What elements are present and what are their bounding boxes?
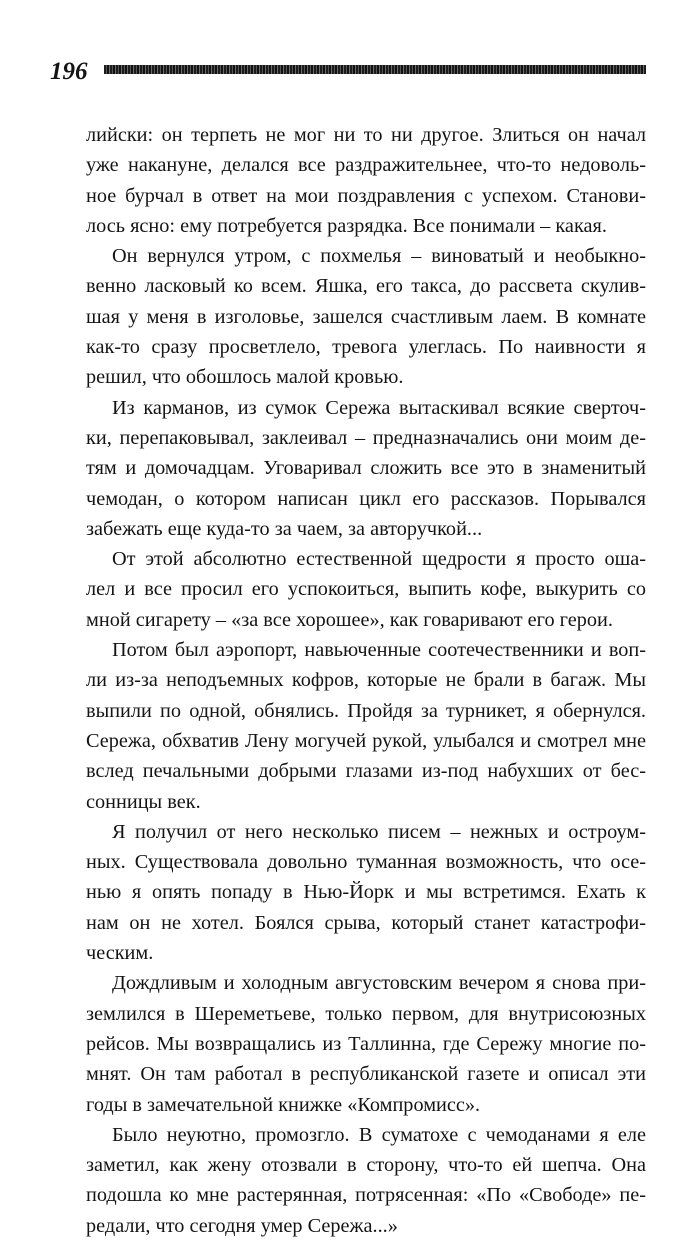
text-line: От этой абсолютно естественной щедрости я просто оша- (112, 548, 646, 571)
text-line: Сережа, обхватив Лену могучей рукой, улыбался и смотрел мне (86, 729, 646, 752)
text-line: сонницы век. (86, 790, 201, 813)
body-text (86, 120, 646, 1241)
text-line: ное бурчал в ответ на мои поздравления с успехом. Станови- (86, 184, 646, 207)
page-header (50, 55, 646, 89)
text-line: уже накануне, делался все раздражительнее, что-то недоволь- (86, 154, 646, 177)
text-line: нам он не хотел. Боялся срыва, который станет катастрофи- (86, 911, 646, 934)
text-line: заметил, как жену отозвали в сторону, что-то ей шепча. Она (86, 1154, 646, 1177)
text-line: выпили по одной, обнялись. Пройдя за турникет, я обернулся. (86, 699, 646, 722)
text-line: шая у меня в изголовье, зашелся счастливым лаем. В комнате (86, 305, 646, 328)
text-line: Потом был аэропорт, навьюченные соотечественники и воп- (112, 639, 646, 662)
text-line: Он вернулся утром, с похмелья – виноватый и необыкно- (112, 245, 646, 268)
text-line: подошла ко мне растерянная, потрясенная: «По «Свободе» пе- (86, 1184, 646, 1207)
text-line: ческим. (86, 942, 154, 965)
text-line: Было неуютно, промозгло. В суматохе с чемоданами я еле (112, 1123, 646, 1146)
text-line: нью я опять попаду в Нью-Йорк и мы встретимся. Ехать к (86, 881, 646, 904)
page-number: 196 (50, 58, 88, 85)
text-line: ли из-за неподъемных кофров, которые не брали в багаж. Мы (86, 669, 646, 692)
text-line: землился в Шереметьеве, только первом, для внутрисоюзных (86, 1002, 646, 1025)
text-line: Я получил от него несколько писем – нежных и остроум- (112, 820, 646, 843)
text-line: мнят. Он там работал в республиканской газете и описал эти (86, 1063, 646, 1086)
text-line: лел и все просил его успокоиться, выпить кофе, выкурить со (86, 578, 646, 601)
text-line: лийски: он терпеть не мог ни то ни другое. Злиться он начал (86, 124, 646, 146)
text-line: Дождливым и холодным августовским вечером я снова при- (112, 972, 646, 995)
text-line: редали, что сегодня умер Сережа...» (86, 1214, 398, 1237)
text-line: годы в замечательной книжке «Компромисс». (86, 1093, 481, 1116)
header-rule (104, 65, 646, 74)
text-line: ных. Существовала довольно туманная возможность, что осе- (86, 851, 646, 874)
text-line: мной сигарету – «за все хорошее», как говаривают его герои. (86, 608, 613, 631)
text-line: ки, перепаковывал, заклеивал – предназначались они моим де- (86, 426, 646, 449)
text-line: лось ясно: ему потребуется разрядка. Все понимали – какая. (86, 214, 607, 237)
text-line: решил, что обошлось малой кровью. (86, 366, 404, 389)
text-line: как-то сразу просветлело, тревога улеглась. По наивности я (86, 336, 646, 359)
text-line: тям и домочадцам. Уговаривал сложить все это в знаменитый (86, 457, 646, 480)
text-line: Из карманов, из сумок Сережа вытаскивал всякие сверточ- (112, 396, 646, 419)
text-line: венно ласковый ко всем. Яшка, его такса, до рассвета скулив- (86, 275, 646, 298)
text-line: вслед печальными добрыми глазами из-под набухших от бес- (86, 760, 646, 783)
text-line: рейсов. Мы возвращались из Таллинна, где Сережу многие по- (86, 1032, 646, 1055)
text-line: чемодан, о котором написан цикл его рассказов. Порывался (86, 487, 646, 510)
text-line: забежать еще куда-то за чаем, за авторучкой... (86, 517, 483, 540)
